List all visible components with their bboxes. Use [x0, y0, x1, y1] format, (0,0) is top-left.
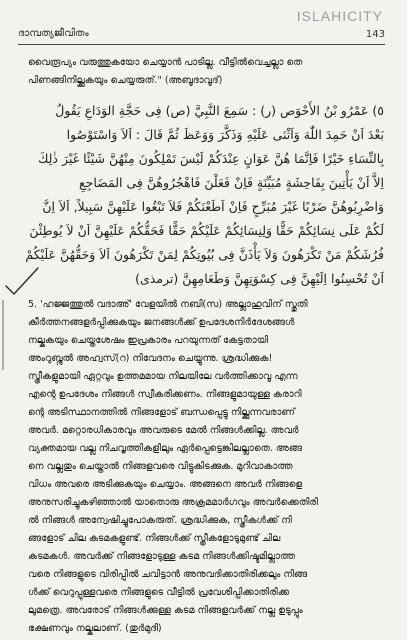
translation-line: സ്ത്രീകളുമായി ഏറ്റവും ഉത്തമമായ നിലയിലേ വർത്തിക്കാവൂ എന്ന [28, 371, 298, 382]
intro-line: വൈരൂപ്യം വരുത്തുകയോ ചെയ്യാൻ പാടില്ല. വീട്ടിൽവെച്ചല്ലാ തെ [28, 57, 303, 68]
translation-line: നെ വല്ലതും ചെയ്താൽ നിങ്ങളവരെ വിട്ടുകിടക്കുക. മുറിവാകാത്ത [28, 461, 293, 472]
translation-line: വിധം അവരെ അടിക്കുകയും ചെയ്യാം. അങ്ങനെ അവർ നിങ്ങളെ [28, 479, 303, 490]
translation-line: എന്റെ ഉപദേശം നിങ്ങൾ സ്വീകരിക്കണം. നിങ്ങളുമായുള്ള കരാറി [28, 389, 302, 400]
arabic-line: بَعْدَ اَنْ حَمِدَ اللّٰهَ وَاَثْنَى عَلَيْهِ وَذَكَّرَ وَوَعَظَ ثُمَّ قَالَ : اَلاَ وَاسْتَوْصُوا [66, 127, 384, 142]
translation-line: അവർ. മറ്റൊരധികാരവും അവരുടെ മേൽ നിങ്ങൾക്കില്ല. അവർ [28, 425, 299, 436]
translation-line: ൾക്ക് വെറുപ്പുള്ളവരെ നിങ്ങളുടെ വീട്ടിൽ പ്രവേശിപ്പിക്കാതിരിക്ക [28, 587, 290, 598]
arabic-line: ٥) عَمْرُو بْنُ الأَحْوَص (ر) : سَمِعَ النَّبِيَّ (ص) فِى حَجَّةِ الوَدَاعِ يَقُولُ [55, 103, 384, 118]
translation-line: ൽ നിങ്ങൾ അന്വേഷിച്ചുപോകരുത്. ശ്രദ്ധിക്കുക, സ്ത്രീകൾക്ക് നി [28, 515, 292, 526]
watermark: ISLAHICITY [296, 8, 383, 24]
translation-line: ങ്ങളോട് ചില കടമകളുണ്ട്. നിങ്ങൾക്ക് സ്ത്രീകളോടുമുണ്ട് ചില [28, 533, 281, 544]
translation-line: ന്റെ അടിസ്ഥാനത്തിൽ നിങ്ങളോട് ബന്ധപ്പെട്ടു നില്ക്കുന്നവരാണ് [28, 407, 295, 418]
header-title: ദാമ്പത്യജീവിതം [18, 28, 89, 39]
arabic-line: لَكُمْ عَلَى نِسَائِكُمْ حَقًّا وَلِنِسَائِكُمْ عَلَيْكُمْ حَقًّا فَحَقُّكُمْ عَلَيْهِنَّ اَنْ لاَ يُوطِئْنَ [29, 223, 384, 238]
arabic-line: اَنْ تُحْسِنُوا اِلَيْهِنَّ فِى كِسْوَتِهِنَّ وَطَعَامِهِنَّ (ترمذى) [135, 271, 384, 286]
translation-line: കടമകൾ. അവർക്ക് നിങ്ങളോടുള്ള കടമ നിങ്ങൾക്കിഷ്ടമില്ലാത്ത [28, 551, 296, 562]
translation-line: ഭക്ഷണവും നല്കലാണ്. (തുർമുദി) [28, 623, 162, 634]
page-number: 143 [365, 29, 385, 40]
intro-line: പിണങ്ങിനില്ക്കുകയും ചെയ്യരുത്." (അബൂദാവൂദ്) [28, 75, 223, 86]
translation-line: അംറുബ്നുൽ അഹ്വസ്(റ) നിവേദനം ചെയ്യുന്നു. ശ്രദ്ധിക്കുക! [28, 353, 273, 364]
translation-line: 5. 'ഹജ്ജത്തുൽ വദാഅ്' വേളയിൽ നബി(സ) അല്ലാഹുവിന് സ്തുതി [28, 299, 308, 310]
arabic-line: وَاضْرِبُوهُنَّ ضَرْبًا غَيْرَ مُبَرِّحٍ فَاِنْ اَطَعْنَكُمْ فَلاَ تَبْغُوا عَلَيْهِنَّ سَبِيلاً, اَلاَ اِنَّ [42, 199, 384, 214]
translation-line: ലുമത്രെ. അവരോട് നിങ്ങൾക്കുള്ള കടമ നിങ്ങളവർക്ക് നല്ല ഉടുപ്പും [28, 605, 303, 616]
arabic-line: بِالنِّسَاءِ خَيْرًا فَاِنَّمَا هُنَّ عَوَانٍ عِنْدَكُمْ لَيْسَ تَمْلِكُونَ مِنْهُنَّ شَيْئًا غَيْرَ ذٰلِكَ [38, 151, 384, 166]
translation-line: കീർത്തനങ്ങളർപ്പിക്കുകയും ജനങ്ങൾക്ക് ഉപദേശനിർദേശങ്ങൾ [28, 317, 295, 328]
running-header [18, 26, 385, 45]
translation-line: വ്യക്തമായ വല്ല നിചവൃത്തികളിലും ഏർപ്പെട്ടെങ്കിലല്ലാതെ. അങ്ങ [28, 443, 303, 454]
translation-line: നല്കുകയും ചെയ്തശേഷം ഇപ്രകാരം പറയുന്നത് കേട്ടതായി [28, 335, 269, 346]
translation-line: വരെ നിങ്ങളുടെ വിരിപ്പിൽ ചവിട്ടാൻ അനുവദിക്കാതിരിക്കലും നിങ്ങ [28, 569, 308, 580]
translation-line: അനുസരിച്ചുകഴിഞ്ഞാൽ യാതൊരു അക്രമമാർഗവും അവർക്കെതിരി [28, 497, 318, 508]
arabic-line: فُرُشَكُمْ مَنْ تَكْرَهُونَ وَلاَ يَأْذَنَّ فِى بُيُوتِكُمْ لِمَنْ تَكْرَهُونَ اَلاَ وَحَقُّهُنَّ عَلَيْكُمْ [25, 247, 384, 262]
arabic-line: اِلاَّ اَنْ يَأْتِينَ بِفَاحِشَةٍ مُبَيِّنَةٍ فَاِنْ فَعَلْنَ فَاهْجُرُوهُنَّ فِى المَضَاجِعِ [78, 175, 384, 190]
margin-mark [2, 300, 4, 370]
